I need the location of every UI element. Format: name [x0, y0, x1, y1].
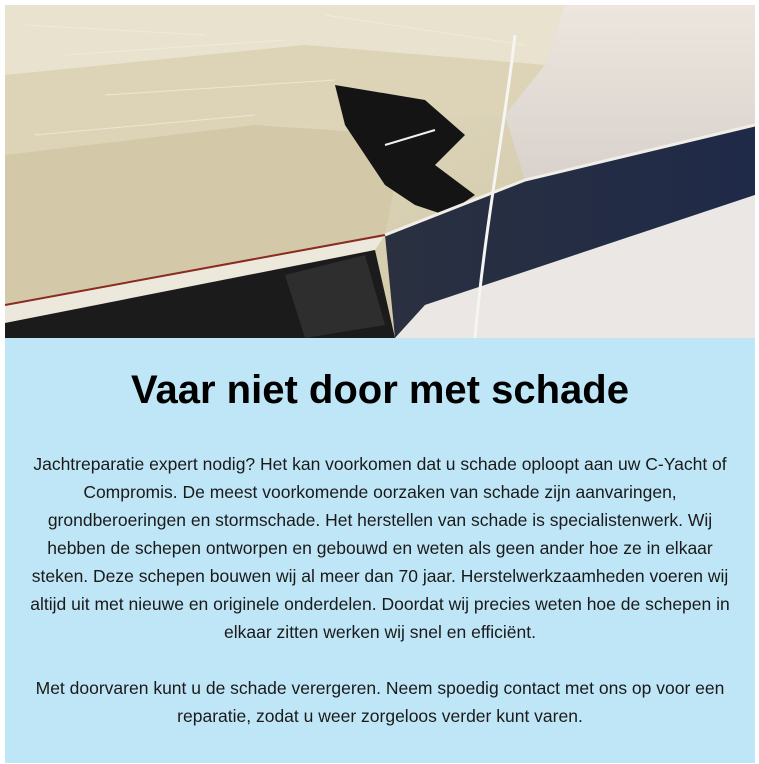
info-section	[5, 338, 755, 763]
call-to-action-paragraph: Met doorvaren kunt u de schade verergeren. Neem spoedig contact met ons op voor een reparatie, zodat u weer zorgeloos verder kunt varen.	[35, 678, 725, 726]
intro-paragraph: Jachtreparatie expert nodig? Het kan voorkomen dat u schade oploopt aan uw C-Yacht of Compromis. De meest voorkomende oorzaken van schade zijn aanvaringen, grondberoeringen en stormschade. Het herstellen van schade is specialistenwerk. Wij hebben de schepen ontworpen en gebouwd en weten als geen ander hoe ze in elkaar steken. Deze schepen bouwen wij al meer dan 70 jaar. Herstelwerkzaamheden voeren wij altijd uit met nieuwe en originele onderdelen. Doordat wij precies weten hoe de schepen in elkaar zitten werken wij snel en efficiënt.	[30, 454, 730, 642]
section-title: Vaar niet door met schade	[131, 368, 629, 412]
damaged-hull-photo	[5, 5, 755, 338]
content-block	[5, 5, 755, 763]
hero-image	[5, 5, 755, 338]
